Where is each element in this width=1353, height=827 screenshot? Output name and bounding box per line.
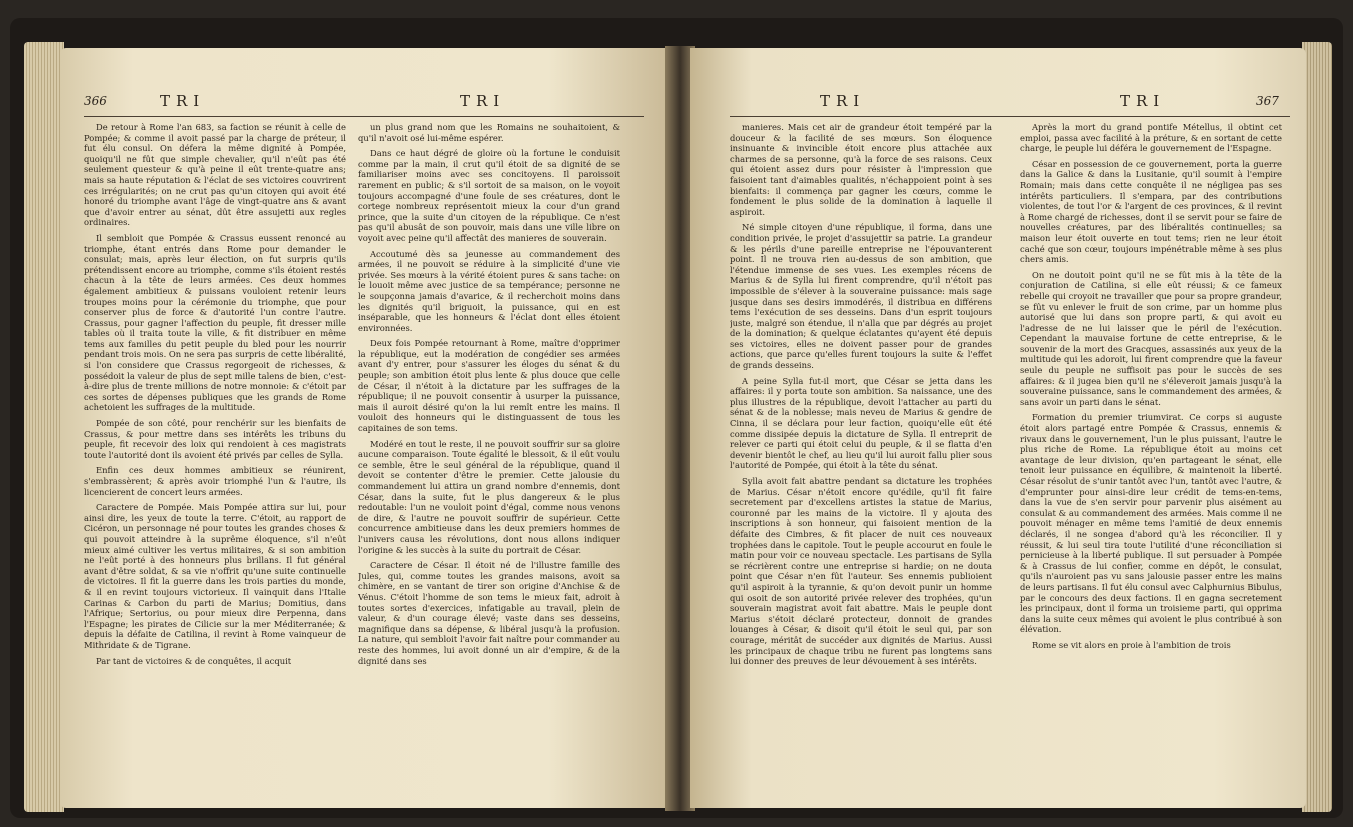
paragraph: Formation du premier triumvirat. Ce corps si auguste étoit alors partagé entre Pompée & Crassus, ennemis & rivaux dans le gouvernement, l'un le plus puissant, l'autre le plus riche de Rome. La république étoit au moins cet avantage de leur division, qu'en partageant le sénat, elle tenoit leur puissance en équilibre, & maintenoit la liberté. César résolut de s'unir tantôt avec l'un, tantôt avec l'autre, & d'emprunter pour ainsi-dire leur crédit de tems-en-tems, dans la vue de s'en servir pour parvenir plus aisément au consulat & au commandement des armées. Mais comme il ne pouvoit ménager en même tems l'amitié de deux ennemis déclarés, il ne songea d'abord qu'à les réconcilier. Il y réussit, & lui seul tira toute l'utilité d'une réconciliation si pernicieuse à la liberté publique. Il sut persuader à Pompée & à Crassus de lui confier, comme en dépôt, le consulat, qu'ils n'auroient pas vu sans jalousie passer entre les mains de leurs partisans. Il fut élu consul avec Calphurnius Bibulus, par le concours des deux factions. Il en gagna secretement les principaux, dont il forma un troisieme parti, qui opprima dans la suite ceux mêmes qui avoient le plus contribué à son élévation. <box>1020 412 1282 635</box>
left-header-rule <box>84 116 644 117</box>
left-header-right: TRI <box>460 92 506 110</box>
right-page-number: 367 <box>1256 94 1279 108</box>
page-edges-left <box>24 42 64 812</box>
paragraph: On ne doutoit point qu'il ne se fût mis à la tête de la conjuration de Catilina, si elle eût réussi; & ce fameux rebelle qui croyoit ne travailler que pour sa propre grandeur, se fût vu enlever le fruit de son crime, par un homme plus autorisé que lui dans son propre parti, & qui avoit eu l'adresse de ne lui laisser que le péril de l'exécution. Cependant la mauvaise fortune de cette entreprise, & le souvenir de la mort des Gracques, assassinés aux yeux de la multitude qui les adoroit, lui firent comprendre que la faveur seule du peuple ne suffisoit pas pour le succès de ses affaires: & il jugea bien qu'il ne s'éleveroit jamais jusqu'à la souveraine puissance, sans le commandement des armées, & sans avoir un parti dans le sénat. <box>1020 269 1282 407</box>
paragraph: Dans ce haut dégré de gloire où la fortune le conduisit comme par la main, il crut qu'il étoit de sa dignité de se familiariser moins avec ses concitoyens. Il paroissoit rarement en public; & s'il sortoit de sa maison, on le voyoit toujours accompagné d'une foule de ses créatures, dont le cortege nombreux représentoit mieux la cour d'un grand prince, que la suite d'un citoyen de la république. Ce n'est pas qu'il abusât de son pouvoir, mais dans une ville libre on voyoit avec peine qu'il affectât des manieres de souverain. <box>358 148 620 243</box>
paragraph: De retour à Rome l'an 683, sa faction se réunit à celle de Pompée; & comme il avoit passé par la charge de préteur, il fut élu consul. On défera la même dignité à Pompée, quoiqu'il ne fût que simple chevalier, qu'il n'eût pas été seulement questeur & qu'à peine il eût trente-quatre ans; mais sa haute réputation & l'éclat de ses victoires couvrirent ces irrégularités; on ne crut pas qu'un citoyen qui avoit été honoré du triomphe avant l'âge de vingt-quatre ans & avant que d'avoir entrer au sénat, dût être assujetti aux regles ordinaires. <box>84 122 346 228</box>
left-page <box>60 48 670 808</box>
left-page-number: 366 <box>84 94 107 108</box>
paragraph: Né simple citoyen d'une république, il forma, dans une condition privée, le projet d'assujettir sa patrie. La grandeur & les périls d'une pareille entreprise ne l'épouvanterent point. Il ne trouva rien au-dessus de son ambition, que l'étendue immense de ses vues. Les exemples récens de Marius & de Sylla lui firent comprendre, qu'il n'étoit pas impossible de s'élever à la souveraine puissance: mais sage jusque dans ses desirs immodérés, il distribua en différens tems l'exécution de ses desseins. Dans d'un esprit toujours juste, malgré son étendue, il n'alla que par dégrés au projet de la domination; & quelque éclatantes qu'ayent été depuis ses victoires, elles ne doivent passer pour de grandes actions, que parce qu'elles furent toujours la suite & l'effet de grands desseins. <box>730 222 992 371</box>
right-page <box>690 48 1306 808</box>
right-column-1 <box>730 122 992 802</box>
open-book <box>10 18 1343 818</box>
paragraph: Caractere de Pompée. Mais Pompée attira sur lui, pour ainsi dire, les yeux de toute la terre. C'étoit, au rapport de Cicéron, un personnage né pour toutes les grandes choses & qui pouvoit atteindre à la suprême éloquence, s'il n'eût mieux aimé cultiver les vertus militaires, & si son ambition ne l'eût porté à des honneurs plus brillans. Il fut général avant d'être soldat, & sa vie n'offrit qu'une suite continuelle de victoires. Il fit la guerre dans les trois parties du monde, & il en revint toujours victorieux. Il vainquit dans l'Italie Carinas & Carbon du parti de Marius; Domitius, dans l'Afrique; Sertorius, ou pour mieux dire Perpenna, dans l'Espagne; les pirates de Cilicie sur la mer Méditerranée; & depuis la défaite de Catilina, il revint à Rome vainqueur de Mithridate & de Tigrane. <box>84 502 346 650</box>
page-edges-right <box>1302 42 1332 812</box>
right-header-right: TRI <box>1120 92 1166 110</box>
right-header-left: TRI <box>820 92 866 110</box>
right-header-rule <box>730 116 1290 117</box>
left-column-2 <box>358 122 620 802</box>
left-column-1 <box>84 122 346 802</box>
paragraph: A peine Sylla fut-il mort, que César se jetta dans les affaires: il y porta toute son ambition. Sa naissance, une des plus illustres de la république, devoit l'attacher au parti du sénat & de la noblesse; mais neveu de Marius & gendre de Cinna, il se déclara pour leur faction, quoiqu'elle eût été comme dissipée depuis la dictature de Sylla. Il entreprit de relever ce parti qui étoit celui du peuple, & il se flatta d'en devenir bientôt le chef, au lieu qu'il lui auroit fallu plier sous l'autorité de Pompée, qui étoit à la tête du sénat. <box>730 375 992 471</box>
paragraph: manieres. Mais cet air de grandeur étoit tempéré par la douceur & la facilité de ses mœurs. Son éloquence insinuante & invincible étoit encore plus attachée aux charmes de sa personne, qu'à la force de ses raisons. Ceux qui étoient assez durs pour résister à l'impression que faisoient tant d'aimables qualités, n'échappoient point à ses bienfaits: il commença par gagner les cœurs, comme le fondement le plus solide de la domination à laquelle il aspiroit. <box>730 122 992 217</box>
left-header-left: TRI <box>160 92 206 110</box>
paragraph: Caractere de César. Il étoit né de l'illustre famille des Jules, qui, comme toutes les grandes maisons, avoit sa chimère, en se vantant de tirer son origine d'Anchise & de Vénus. C'étoit l'homme de son tems le mieux fait, adroit à toutes sortes d'exercices, infatigable au travail, plein de valeur, & d'un courage élevé; vaste dans ses desseins, magnifique dans sa dépense, & libéral jusqu'à la profusion. La nature, qui sembloit l'avoir fait naître pour commander au reste des hommes, lui avoit donné un air d'empire, & de la dignité dans ses <box>358 560 620 666</box>
paragraph: César en possession de ce gouvernement, porta la guerre dans la Galice & dans la Lusitanie, qu'il soumit à l'empire Romain; mais dans cette conquête il ne négligea pas ses intérêts particuliers. Il s'empara, par des contributions violentes, de tout l'or & l'argent de ces provinces, & il revint à Rome chargé de richesses, dont il se servit pour se faire de nouvelles créatures, par des libéralités continuelles; sa maison leur étoit ouverte en tout tems; rien ne leur étoit caché que son cœur, toujours impénétrable même à ses plus chers amis. <box>1020 158 1282 265</box>
paragraph: Par tant de victoires & de conquêtes, il acquit <box>96 655 292 666</box>
paragraph: Deux fois Pompée retournant à Rome, maître d'opprimer la république, eut la modération de congédier ses armées avant d'y entrer, pour s'assurer les éloges du sénat & du peuple; son ambition étoit plus lente & plus douce que celle de César, il n'étoit à la dictature par les suffrages de la république; il ne pouvoit consentir à usurper la puissance, mais il auroit désiré qu'on la lui remît entre les mains. Il vouloit des honneurs qui le distinguassent de tous les capitaines de son tems. <box>358 338 620 434</box>
paragraph: Pompée de son côté, pour renchérir sur les bienfaits de Crassus, & pour mettre dans ses intérêts les tribuns du peuple, fit recevoir des loix qui rendoient à ces magistrats toute l'autorité dont ils avoient été privés par celles de Sylla. <box>84 418 346 460</box>
paragraph: Après la mort du grand pontife Métellus, il obtint cet emploi, passa avec facilité à la préture, & en sortant de cette charge, le peuple lui déféra le gouvernement de l'Espagne. <box>1020 122 1282 154</box>
paragraph: Sylla avoit fait abattre pendant sa dictature les trophées de Marius. César n'étoit encore qu'édile, qu'il fit faire secretement par d'excellens artistes la statue de Marius, couronné par les mains de la victoire. Il y ajouta des inscriptions à son honneur, qui faisoient mention de la défaite des Cimbres, & fit placer de nuit ces nouveaux trophées dans le capitole. Tout le peuple accourut en foule le matin pour voir ce nouveau spectacle. Les partisans de Sylla se récrièrent contre une entreprise si hardie; on ne douta point que César n'en fût l'auteur. Ses ennemis publioient qu'il aspiroit à la tyrannie, & qu'on devoit punir un homme qui osoit de son autorité privée relever des trophées, qu'un souverain magistrat avoit fait abattre. Mais le peuple dont Marius s'étoit déclaré protecteur, donnoit de grandes louanges à César, & disoit qu'il étoit le seul qui, par son courage, méritât de succéder aux dignités de Marius. Aussi les principaux de chaque tribu ne furent pas longtems sans lui donner des preuves de leur dévouement à ses intérêts. <box>730 476 992 667</box>
right-column-2 <box>1020 122 1282 802</box>
paragraph: Il sembloit que Pompée & Crassus eussent renoncé au triomphe, étant entrés dans Rome pour demander le consulat; mais, après leur élection, on fut surpris qu'ils prétendissent encore au triomphe, comme s'ils étoient restés chacun à la tête de leurs armées. Ces deux hommes également ambitieux & puissans vouloient retenir leurs troupes moins pour la cérémonie du triomphe, que pour conserver plus de force & d'autorité l'un contre l'autre. Crassus, pour gagner l'affection du peuple, fit dresser mille tables où il traita toute la ville, & fit distribuer en même tems aux familles du petit peuple du bled pour les nourrir pendant trois mois. On ne sera pas surpris de cette libéralité, si l'on considere que Crassus regorgeoit de richesses, & possédoit la valeur de plus de sept mille talens de bien, c'est-à-dire plus de trente millions de notre monnoie: & c'étoit par ces sortes de dépenses publiques que les grands de Rome achetoient les suffrages de la multitude. <box>84 232 346 413</box>
paragraph: Rome se vit alors en proie à l'ambition de trois <box>1032 639 1231 650</box>
paragraph: Enfin ces deux hommes ambitieux se réunirent, s'embrassèrent; & après avoir triomphé l'un & l'autre, ils licencierent de concert leurs armées. <box>84 465 346 497</box>
paragraph: un plus grand nom que les Romains ne souhaitoient, & qu'il n'avoit osé lui-même espérer. <box>358 122 620 143</box>
paragraph: Modéré en tout le reste, il ne pouvoit souffrir sur sa gloire aucune comparaison. Toute égalité le blessoit, & il eût voulu ce semble, être le seul général de la république, quand il devoit se contenter d'être le premier. Cette jalousie du commandement lui attira un grand nombre d'ennemis, dont César, dans la suite, fut le plus dangereux & le plus redoutable: l'un ne vouloit point d'égal, comme nous venons de dire, & l'autre ne pouvoit souffrir de supérieur. Cette concurrence ambitieuse dans les deux premiers hommes de l'univers causa les révolutions, dont nous allons indiquer l'origine & les succès à la suite du portrait de César. <box>358 438 620 555</box>
paragraph: Accoutumé dès sa jeunesse au commandement des armées, il ne pouvoit se réduire à la simplicité d'une vie privée. Ses mœurs à la vérité étoient pures & sans tache: on le louoit même avec justice de sa tempérance; personne ne le soupçonna jamais d'avarice, & il recherchoit moins dans les dignités qu'il briguoit, la puissance, qui en est inséparable, que les honneurs & l'éclat dont elles étoient environnées. <box>358 248 620 333</box>
